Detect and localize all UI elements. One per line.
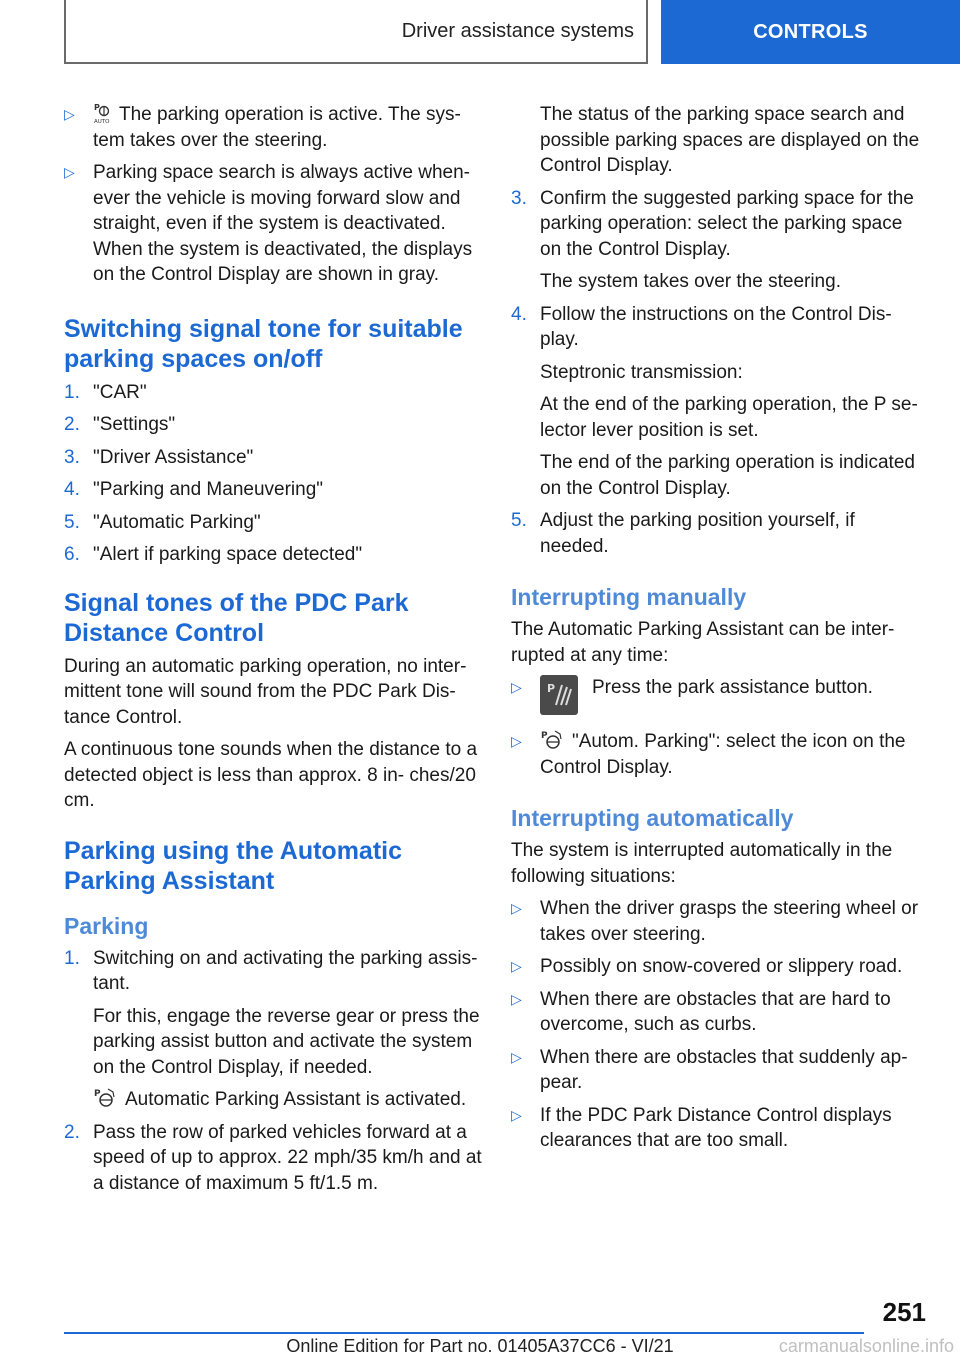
list-item: 6. "Alert if parking space detected" <box>64 544 363 565</box>
step3-detail: The system takes over the steering. <box>540 271 841 292</box>
list-item: ▷ If the PDC Park Distance Control displays clearances that are too small. <box>511 1103 925 1154</box>
manual-paragraph: The Automatic Parking Assistant can be inter- rupted at any time: <box>511 619 895 666</box>
parking-assistant-icon <box>540 729 564 751</box>
step4-detail-2: At the end of the parking operation, the P se- lector lever position is set. <box>540 394 918 441</box>
status-paragraph: The status of the parking space search and possible parking spaces are displayed on the Control Display. <box>540 104 920 176</box>
list-item: ▷ P "Autom. Parking": select the icon on the Control Display. <box>511 729 925 780</box>
parking-assistant-auto-icon <box>93 102 111 124</box>
bullet-triangle-icon: ▷ <box>511 990 522 1007</box>
list-item: ▷ When there are obstacles that suddenly ap- pear. <box>511 1045 925 1096</box>
list-item: 3. Confirm the suggested parking space for the parking operation: select the parking space on the Control Display. <box>511 187 914 260</box>
left-column <box>64 102 482 1203</box>
step1-detail: For this, engage the reverse gear or press the parking assist button and activate the system on the Control Display, if needed. <box>93 1005 480 1078</box>
bullet-triangle-icon: ▷ <box>511 900 522 916</box>
pdc-paragraph-2: A continuous tone sounds when the distance to a detected object is less than approx. 8 in- ches/20 cm. <box>64 739 478 811</box>
bullet-triangle-icon: ▷ <box>511 733 522 749</box>
auto-paragraph: The system is interrupted automatically in the following situations: <box>511 840 893 887</box>
footer-watermark: carmanualsonline.info <box>778 1336 954 1356</box>
pdc-paragraph-1: During an automatic parking operation, no inter- mittent tone will sound from the PDC Park Dis- tance Control. <box>64 655 467 728</box>
heading-interrupting-automatically: Interrupting automatically <box>511 805 794 831</box>
signal-steps-list <box>64 380 482 568</box>
list-item: 1. Switching on and activating the parking assis- tant. <box>64 947 478 994</box>
bullet-triangle-icon: ▷ <box>511 958 522 974</box>
heading-interrupting-manually: Interrupting manually <box>511 584 747 610</box>
heading-parking: Parking <box>64 912 149 939</box>
right-column <box>511 102 925 1161</box>
list-item <box>64 160 482 288</box>
header-chapter-label: CONTROLS <box>753 20 868 43</box>
list-item: ▷ When the driver grasps the steering wheel or takes over steering. <box>511 896 925 947</box>
list-item: ▷ P Press the park assistance button. <box>511 675 925 715</box>
bullet-triangle-icon: ▷ <box>64 106 75 122</box>
step1-icon-line: P Automatic Parking Assistant is activated. <box>94 1089 467 1110</box>
heading-parking-automatic-assistant: Parking using the Automatic Parking Assistant <box>64 836 403 895</box>
bullet-text: Parking space search is always active when- ever the vehicle is moving forward slow and straight, even if the system is deactivated. When the system is deactivated, the displays on the Control Display are shown in gray. <box>93 162 473 285</box>
svg-text:P: P <box>541 731 548 741</box>
svg-text:P: P <box>94 103 100 112</box>
header-chapter-tab[interactable] <box>661 0 960 64</box>
step4-detail-3: The end of the parking operation is indicated on the Control Display. <box>540 452 915 499</box>
page-number: 251 <box>882 1297 926 1327</box>
footer-divider <box>64 1332 864 1334</box>
bullet-triangle-icon: ▷ <box>511 679 522 695</box>
list-item: 5. Adjust the parking position yourself, if needed. <box>511 510 855 557</box>
parking-assistant-icon <box>93 1087 117 1109</box>
list-item: 2. Pass the row of parked vehicles forward at a speed of up to approx. 22 mph/35 km/h and at a distance of maximum 5 ft/1.5 m. <box>64 1121 482 1194</box>
heading-pdc-signal-tones: Signal tones of the PDC Park Distance Control <box>64 588 409 647</box>
bullet-triangle-icon: ▷ <box>64 164 75 180</box>
list-item: 2. "Settings" <box>64 414 176 435</box>
svg-text:P: P <box>547 682 556 695</box>
svg-text:AUTO: AUTO <box>94 119 110 124</box>
park-assistance-button-icon <box>540 675 578 715</box>
list-item: 1. "CAR" <box>64 381 147 403</box>
step4-detail-1: Steptronic transmission: <box>540 361 743 383</box>
header-section-title: Driver assistance systems <box>401 19 634 42</box>
list-item: ▷ When there are obstacles that are hard to overcome, such as curbs. <box>511 987 925 1038</box>
list-item: 4. Follow the instructions on the Control Dis- play. <box>511 303 892 350</box>
list-item: 4. "Parking and Maneuvering" <box>64 479 324 500</box>
list-item: 3. "Driver Assistance" <box>64 446 254 468</box>
bullet-triangle-icon: ▷ <box>511 1048 522 1065</box>
header-section-box <box>64 0 648 64</box>
list-item: 5. "Automatic Parking" <box>64 511 261 533</box>
bullet-text: P AUTO The parking operation is active. The sys- tem takes over the steering. <box>93 103 461 151</box>
svg-text:P: P <box>94 1089 101 1099</box>
list-item <box>64 102 482 153</box>
footer-edition: Online Edition for Part no. 01405A37CC6 - VI/21 <box>286 1336 674 1356</box>
heading-switching-signal-tone: Switching signal tone for suitable parking spaces on/off <box>64 314 463 373</box>
list-item: ▷ Possibly on snow-covered or slippery road. <box>511 954 925 980</box>
bullet-triangle-icon: ▷ <box>511 1106 522 1123</box>
